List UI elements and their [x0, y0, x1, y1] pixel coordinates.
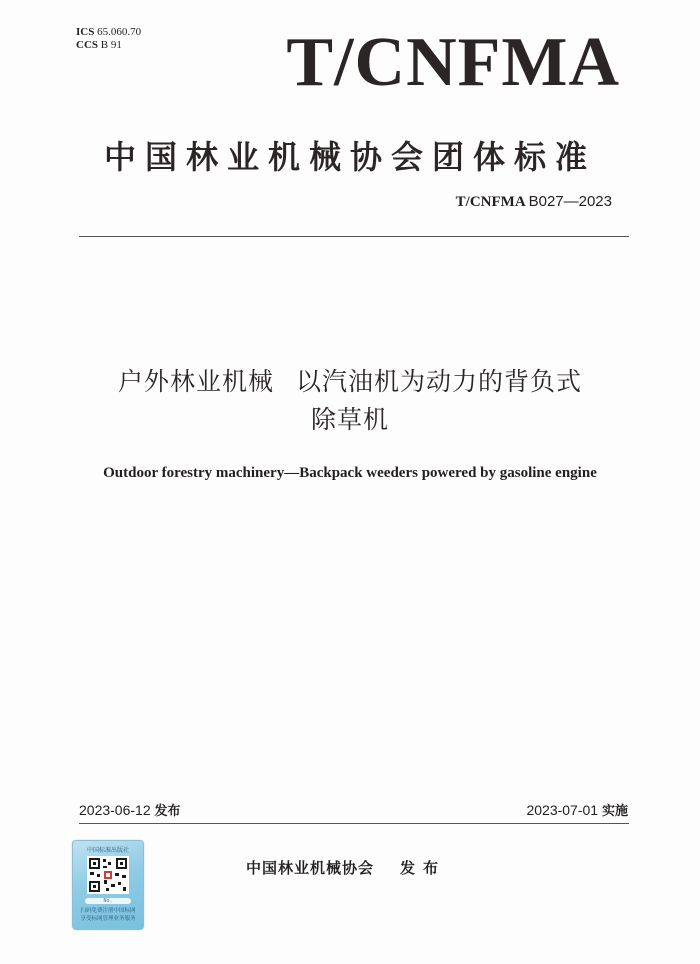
ics-code: ICS 65.060.70: [76, 26, 142, 38]
implement-date: 2023-07-01 实施: [526, 802, 628, 819]
label-footer: 扫码免费注册中国标网 享受标网管理业务服务: [80, 908, 136, 922]
chinese-title-line2: 除草机: [310, 405, 389, 434]
ccs-code: CCS B 91: [76, 39, 122, 51]
anti-counterfeit-label: [72, 840, 144, 930]
label-serial: No.: [85, 898, 131, 904]
brand-logo-text: T/CNFMA: [286, 24, 620, 101]
label-header: 中国标准出版社: [86, 847, 129, 854]
publish-date: 2023-06-12 发布: [79, 802, 181, 819]
qr-code-icon: [87, 856, 129, 894]
chinese-title: [0, 363, 700, 439]
footer-divider: [79, 823, 629, 824]
chinese-title-line1: 户外林业机械 以汽油机为动力的背负式: [117, 367, 583, 396]
english-title: Outdoor forestry machinery—Backpack weeders powered by gasoline engine: [103, 465, 597, 481]
standard-code-number: B027—2023: [528, 193, 612, 210]
issuing-organization: 中国林业机械协会 发布: [246, 859, 447, 877]
header-divider: [79, 236, 629, 237]
standard-code-prefix: T/CNFMA: [455, 194, 525, 210]
classification-codes: [76, 26, 141, 52]
standard-code: [456, 193, 612, 211]
organization-standard-title: 中国林业机械协会团体标准: [103, 138, 596, 176]
